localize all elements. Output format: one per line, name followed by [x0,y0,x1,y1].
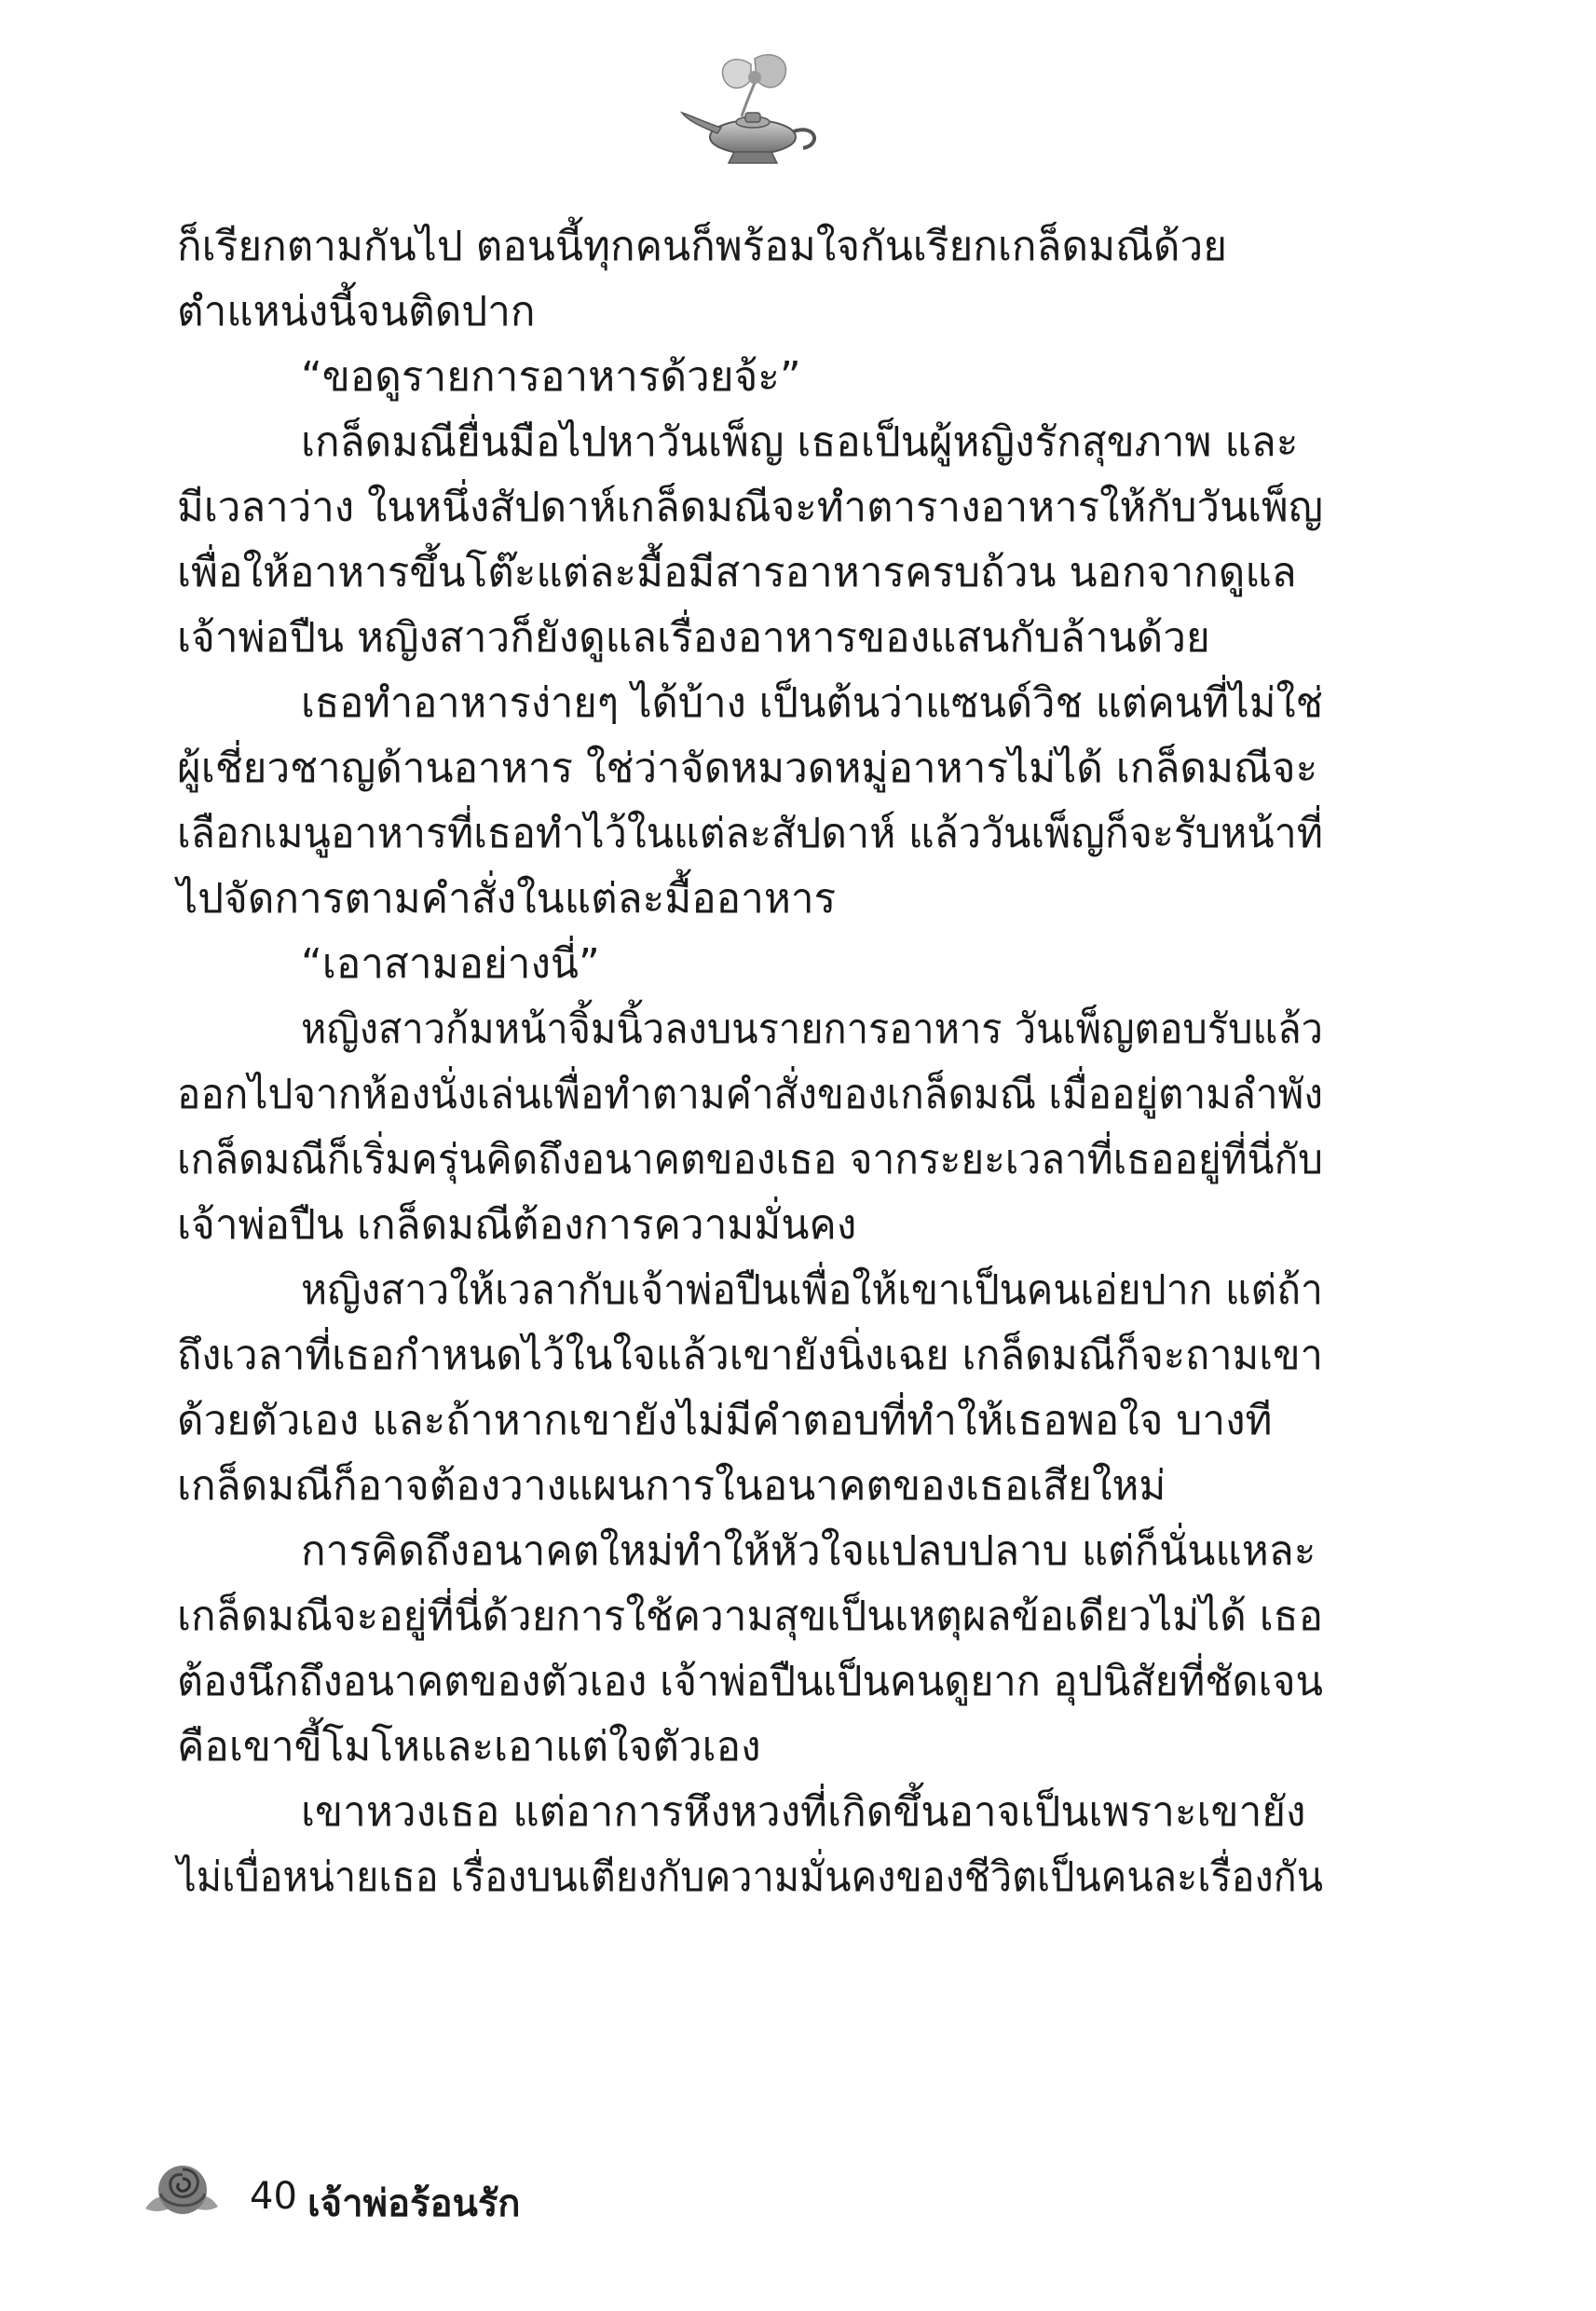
text-line: เธอทำอาหารง่ายๆ ได้บ้าง เป็นต้นว่าแซนด์วิช แต่คนที่ไม่ใช่ [301,679,1323,727]
text-line: ไปจัดการตามคำสั่งในแต่ละมื้ออาหาร [177,875,837,923]
page-number: 40 [250,2175,297,2218]
text-line: หญิงสาวก้มหน้าจิ้มนิ้วลงบนรายการอาหาร วันเพ็ญตอบรับแล้ว [301,1005,1323,1053]
text-line: เขาหวงเธอ แต่อาการหึงหวงที่เกิดขึ้นอาจเป็นเพราะเขายัง [301,1788,1306,1836]
text-line: ผู้เชี่ยวชาญด้านอาหาร ใช่ว่าจัดหมวดหมู่อาหารไม่ได้ เกล็ดมณีจะ [177,745,1318,792]
text-line: ออกไปจากห้องนั่งเล่นเพื่อทำตามคำสั่งของเกล็ดมณี เมื่ออยู่ตามลำพัง [177,1071,1323,1118]
text-line: การคิดถึงอนาคตใหม่ทำให้หัวใจแปลบปลาบ แต่ก็นั่นแหละ [301,1527,1316,1575]
text-line: เกล็ดมณียื่นมือไปหาวันเพ็ญ เธอเป็นผู้หญิงรักสุขภาพ และ [301,418,1299,466]
text-line: เกล็ดมณีก็อาจต้องวางแผนการในอนาคตของเธอเสียใหม่ [177,1462,1166,1510]
text-line: มีเวลาว่าง ในหนึ่งสัปดาห์เกล็ดมณีจะทำตารางอาหารให้กับวันเพ็ญ [177,484,1323,531]
text-line: “เอาสามอย่างนี่” [301,940,600,988]
text-line: ต้องนึกถึงอนาคตของตัวเอง เจ้าพ่อปืนเป็นคนดูยาก อุปนิสัยที่ชัดเจน [177,1658,1323,1705]
book-title: เจ้าพ่อร้อนรัก [307,2182,521,2225]
text-line: ก็เรียกตามกันไป ตอนนี้ทุกคนก็พร้อมใจกันเรียกเกล็ดมณีด้วย [177,223,1227,270]
rose-icon [140,2153,224,2227]
text-line: เจ้าพ่อปืน หญิงสาวก็ยังดูแลเรื่องอาหารของแสนกับล้านด้วย [177,614,1210,662]
page-footer [140,2153,792,2236]
body-text [177,214,1323,1910]
magic-lamp-fairy-icon [680,51,829,172]
text-line: ไม่เบื่อหน่ายเธอ เรื่องบนเตียงกับความมั่นคงของชีวิตเป็นคนละเรื่องกัน [177,1853,1323,1901]
text-line: ด้วยตัวเอง และถ้าหากเขายังไม่มีคำตอบที่ทำให้เธอพอใจ บางที [177,1397,1273,1444]
text-line: คือเขาขี้โมโหและเอาแต่ใจตัวเอง [177,1723,761,1771]
text-line: เจ้าพ่อปืน เกล็ดมณีต้องการความมั่นคง [177,1201,857,1249]
text-line: “ขอดูรายการอาหารด้วยจ้ะ” [301,353,801,401]
text-line: เกล็ดมณีก็เริ่มครุ่นคิดถึงอนาคตของเธอ จากระยะเวลาที่เธออยู่ที่นี่กับ [177,1136,1323,1183]
text-line: ถึงเวลาที่เธอกำหนดไว้ในใจแล้วเขายังนิ่งเฉย เกล็ดมณีก็จะถามเขา [177,1332,1323,1379]
text-line: ตำแหน่งนี้จนติดปาก [177,288,536,335]
text-line: เพื่อให้อาหารขึ้นโต๊ะแต่ละมื้อมีสารอาหารครบถ้วน นอกจากดูแล [177,549,1297,596]
text-line: เลือกเมนูอาหารที่เธอทำไว้ในแต่ละสัปดาห์ แล้ววันเพ็ญก็จะรับหน้าที่ [177,810,1323,857]
text-line: หญิงสาวให้เวลากับเจ้าพ่อปืนเพื่อให้เขาเป็นคนเอ่ยปาก แต่ถ้า [301,1266,1323,1314]
text-line: เกล็ดมณีจะอยู่ที่นี่ด้วยการใช้ความสุขเป็นเหตุผลข้อเดียวไม่ได้ เธอ [177,1593,1323,1640]
